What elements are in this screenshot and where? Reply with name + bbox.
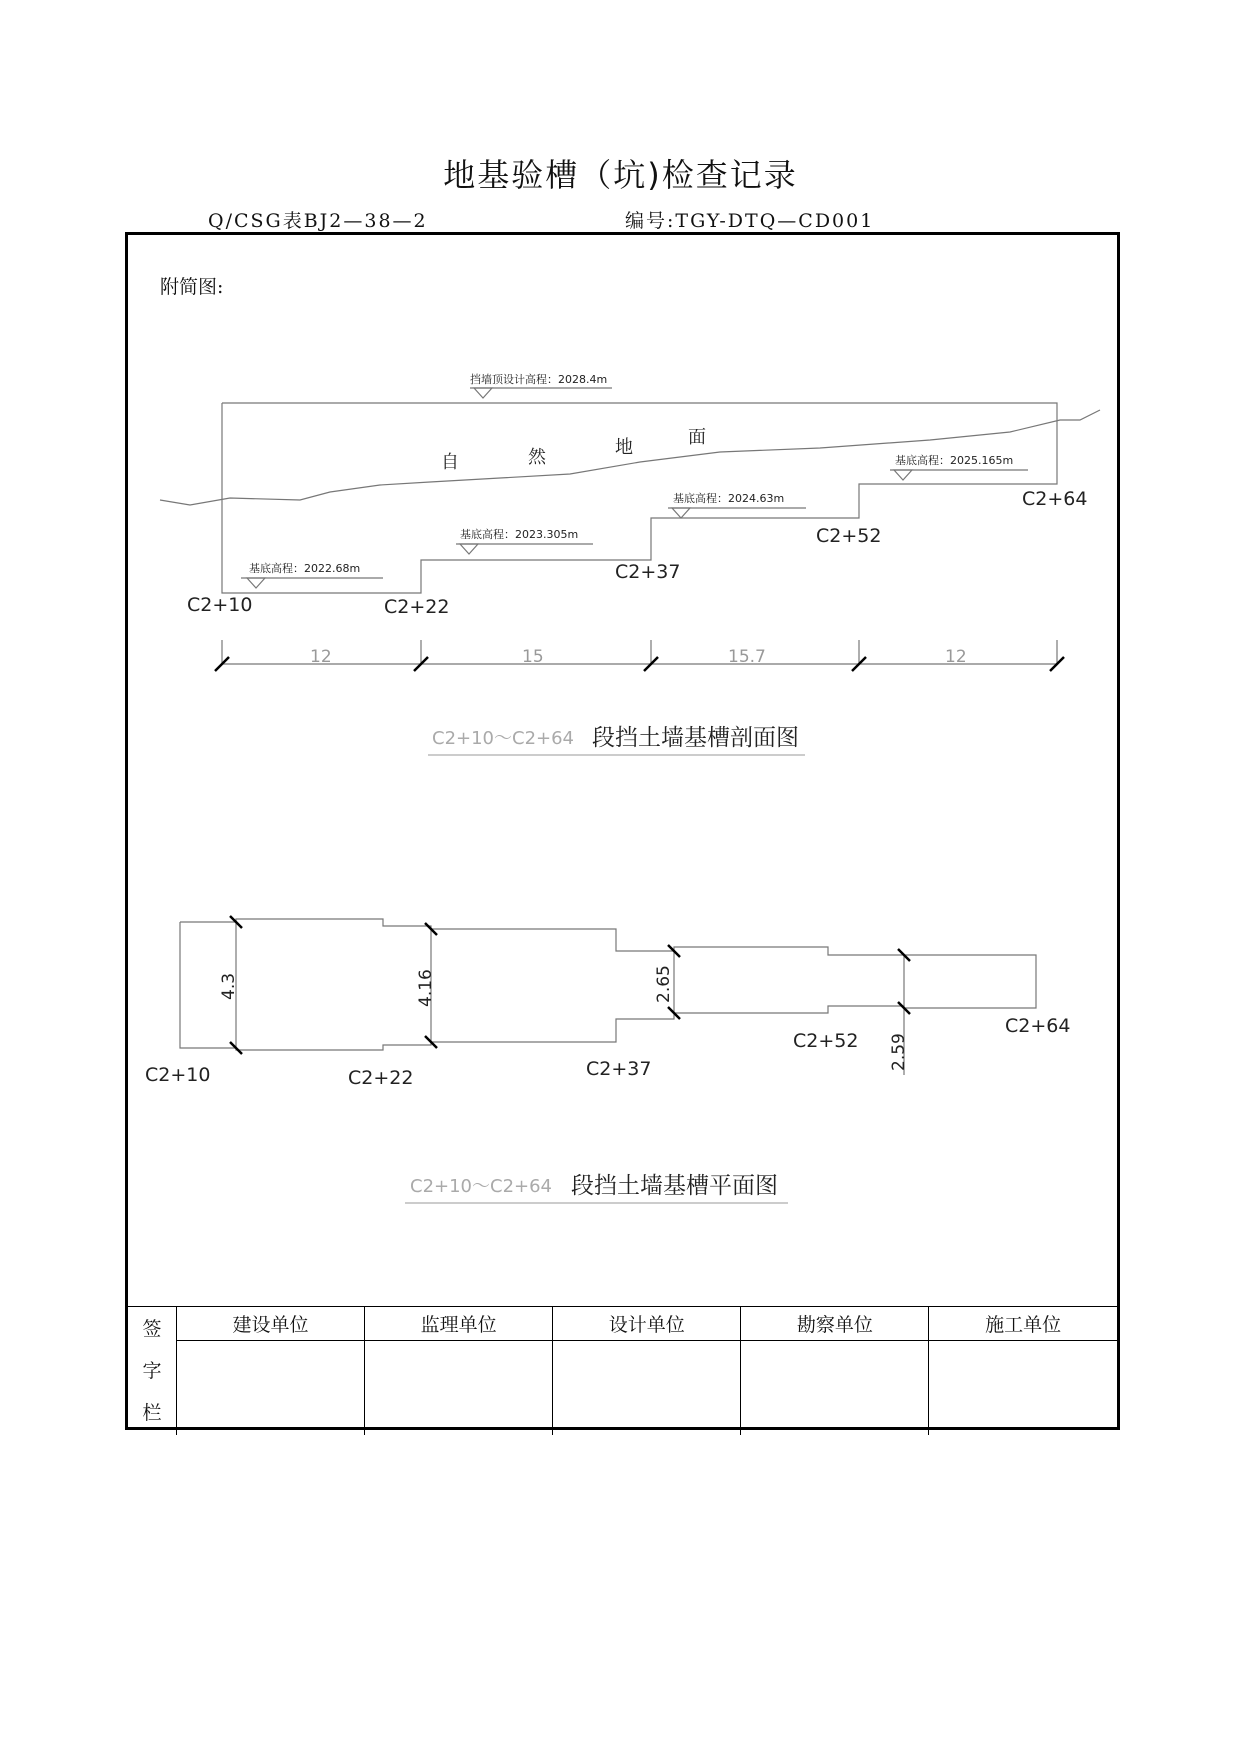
base-elevation: 基底高程：2023.305m xyxy=(460,528,579,541)
station-label: C2+37 xyxy=(615,561,681,583)
elevation-marker-icon xyxy=(894,470,912,480)
plan-outline-top xyxy=(180,919,1036,1050)
form-code: Q/CSG表BJ2—38—2 xyxy=(208,210,428,232)
plan-caption-prefix: C2+10～C2+64 xyxy=(410,1176,553,1197)
wall-top-elevation: 挡墙顶设计高程：2028.4m xyxy=(470,373,608,386)
station-label: C2+52 xyxy=(816,525,882,547)
ground-label: 地 xyxy=(615,437,633,458)
signature-cell-construction[interactable] xyxy=(177,1341,365,1436)
elevation-marker-icon xyxy=(460,544,478,554)
station-label: C2+37 xyxy=(586,1058,652,1080)
station-label: C2+10 xyxy=(145,1064,211,1086)
segment-length: 15 xyxy=(522,647,544,667)
signature-side-label: 签 字 栏 xyxy=(128,1307,177,1436)
elevation-marker-icon xyxy=(672,508,690,518)
station-label: C2+52 xyxy=(793,1030,859,1052)
station-label: C2+22 xyxy=(348,1067,414,1089)
plan-width: 2.65 xyxy=(654,965,674,1003)
ground-label: 面 xyxy=(688,427,706,448)
attachment-label: 附简图: xyxy=(160,276,224,298)
segment-length: 12 xyxy=(945,647,967,667)
base-elevation: 基底高程：2025.165m xyxy=(895,454,1014,467)
signature-cell-supervision[interactable] xyxy=(365,1341,553,1436)
section-caption-prefix: C2+10～C2+64 xyxy=(432,728,575,749)
section-caption: 段挡土墙基槽剖面图 xyxy=(592,725,799,751)
signature-cell-design[interactable] xyxy=(553,1341,741,1436)
segment-length: 12 xyxy=(310,647,332,667)
ground-label: 然 xyxy=(528,447,546,468)
signature-table xyxy=(128,1306,1117,1435)
elevation-marker-icon xyxy=(474,388,492,398)
serial-number: 编号:TGY-DTQ—CD001 xyxy=(625,210,875,232)
station-label: C2+64 xyxy=(1005,1015,1071,1037)
signature-cell-survey[interactable] xyxy=(741,1341,929,1436)
segment-length: 15.7 xyxy=(728,647,766,667)
section-drawing xyxy=(160,388,1100,664)
plan-width: 4.16 xyxy=(416,969,436,1007)
ground-label: 自 xyxy=(441,452,459,473)
elevation-marker-icon xyxy=(247,578,265,588)
plan-width: 4.3 xyxy=(219,972,239,1000)
unit-header-survey: 勘察单位 xyxy=(741,1307,929,1341)
station-label: C2+10 xyxy=(187,594,253,616)
document-title: 地基验槽（坑)检查记录 xyxy=(443,156,798,194)
unit-header-design: 设计单位 xyxy=(553,1307,741,1341)
station-label: C2+64 xyxy=(1022,488,1088,510)
unit-header-contractor: 施工单位 xyxy=(929,1307,1117,1341)
signature-cell-contractor[interactable] xyxy=(929,1341,1117,1436)
unit-header-construction: 建设单位 xyxy=(177,1307,365,1341)
base-elevation: 基底高程：2024.63m xyxy=(673,492,785,505)
plan-width: 2.59 xyxy=(889,1033,909,1071)
unit-header-supervision: 监理单位 xyxy=(365,1307,553,1341)
station-label: C2+22 xyxy=(384,596,450,618)
base-elevation: 基底高程：2022.68m xyxy=(249,562,361,575)
plan-caption: 段挡土墙基槽平面图 xyxy=(571,1173,778,1199)
